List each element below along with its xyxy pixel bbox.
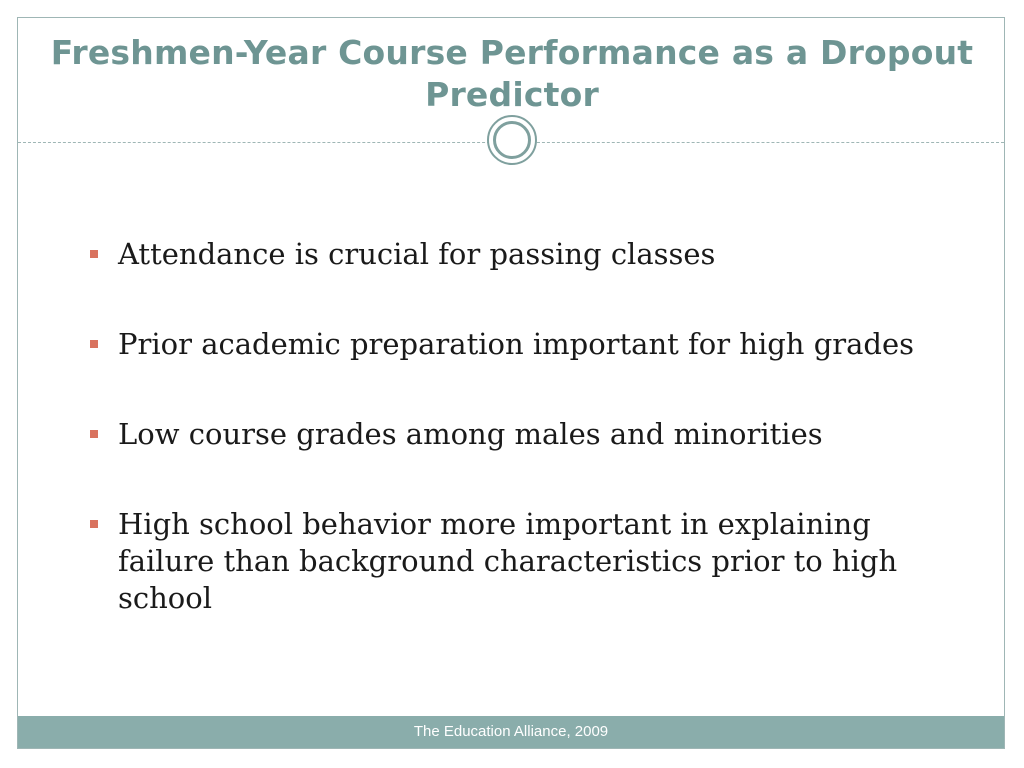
footer-text: The Education Alliance, 2009 xyxy=(413,723,609,740)
bullet-item xyxy=(88,416,948,453)
square-bullet-icon xyxy=(90,250,98,258)
bullet-text: High school behavior more important in explaining failure than background characteristics prior to high school xyxy=(118,507,898,615)
bullet-list xyxy=(88,236,948,670)
footer-bar xyxy=(18,716,1004,748)
circle-ornament-inner xyxy=(493,121,531,159)
square-bullet-icon xyxy=(90,520,98,528)
slide-title: Freshmen-Year Course Performance as a Dropout Predictor xyxy=(50,33,974,114)
bullet-text: Low course grades among males and minorities xyxy=(118,417,823,451)
circle-ornament-icon xyxy=(487,115,537,165)
bullet-text: Prior academic preparation important for high grades xyxy=(118,327,915,361)
bullet-item xyxy=(88,236,948,273)
bullet-text: Attendance is crucial for passing classes xyxy=(118,237,716,271)
square-bullet-icon xyxy=(90,340,98,348)
bullet-item xyxy=(88,326,948,363)
bullet-item xyxy=(88,506,948,617)
square-bullet-icon xyxy=(90,430,98,438)
slide xyxy=(17,17,1005,749)
